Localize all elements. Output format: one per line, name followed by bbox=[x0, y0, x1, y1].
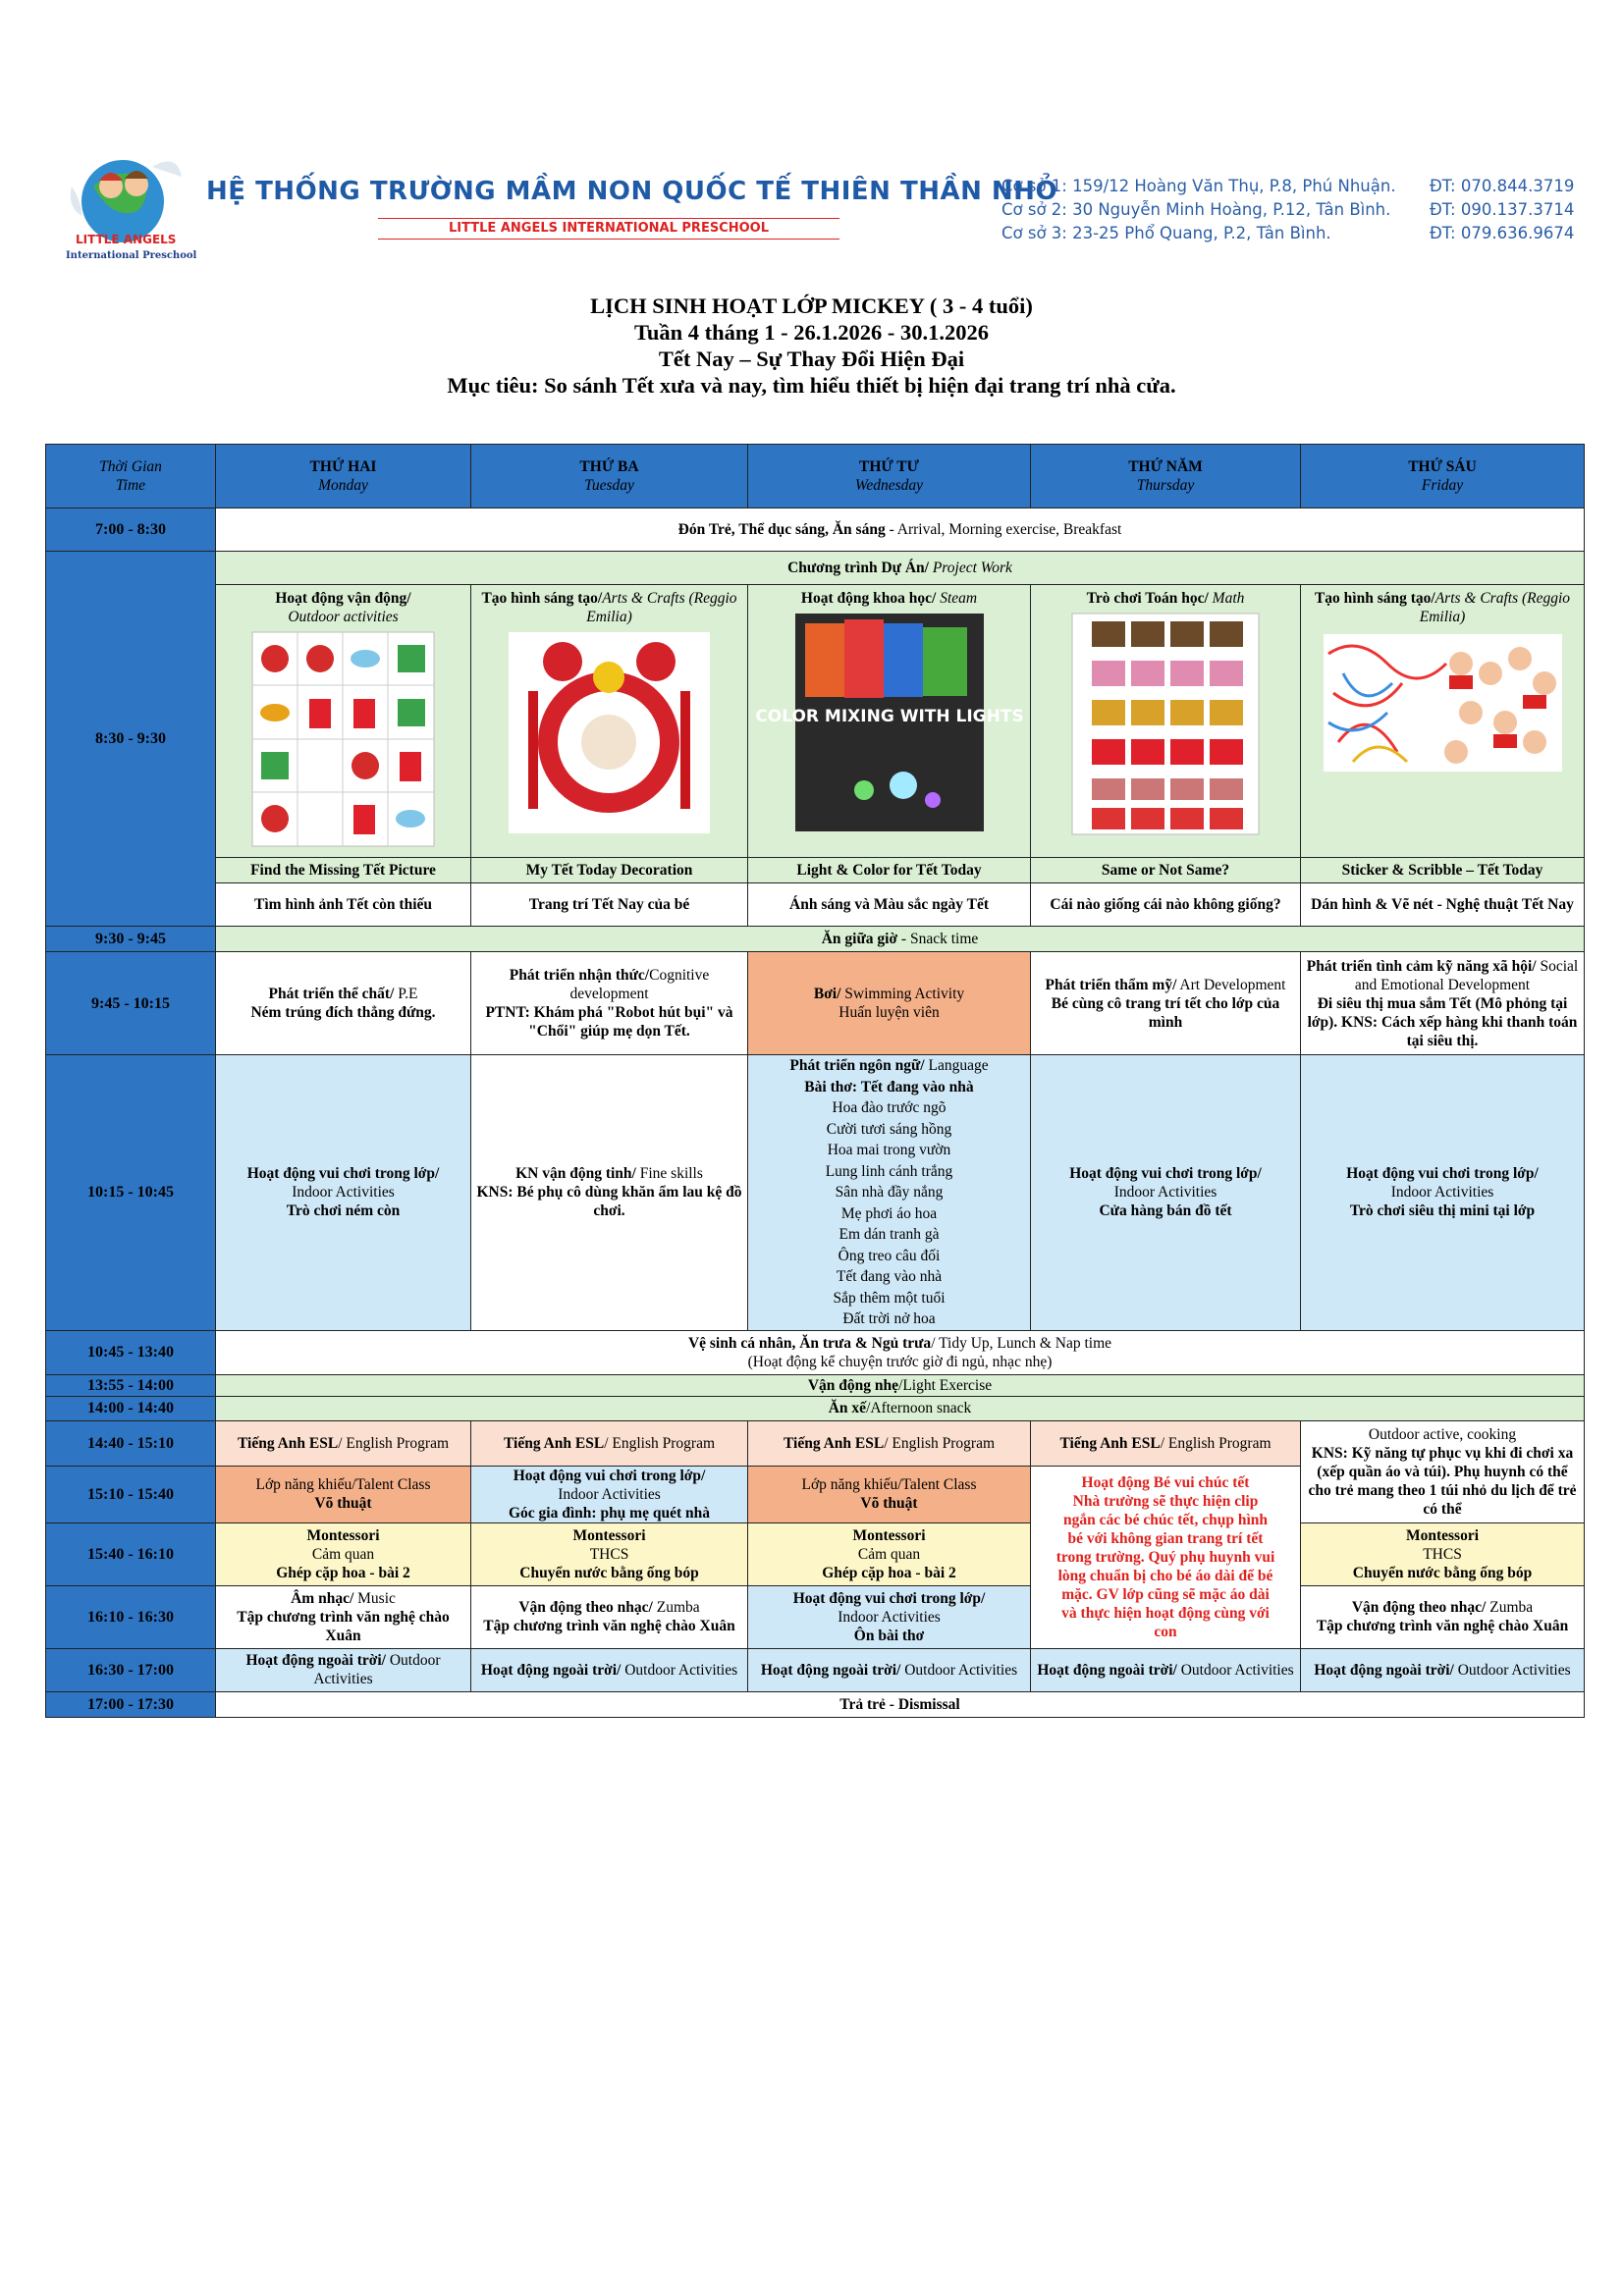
table-row bbox=[46, 1691, 1585, 1717]
snack-cell: Ăn giữa giờ - Snack time bbox=[216, 927, 1585, 952]
week-range: Tuần 4 tháng 1 - 26.1.2026 - 30.1.2026 bbox=[633, 320, 990, 345]
time-cell: 13:55 - 14:00 bbox=[46, 1374, 216, 1396]
week-goal: Mục tiêu: So sánh Tết xưa và nay, tìm hiểu thiết bị hiện đại trang trí nhà cửa. bbox=[447, 373, 1176, 398]
time-cell: 16:30 - 17:00 bbox=[46, 1648, 216, 1691]
activity-cell: Montessori Cảm quan Ghép cặp hoa - bài 2 bbox=[748, 1522, 1031, 1585]
caption-vi: Cái nào giống cái nào không giống? bbox=[1031, 883, 1301, 927]
project-cell-friday: Tạo hình sáng tạo/Arts & Crafts (Reggio Emilia) bbox=[1301, 585, 1585, 858]
svg-text:COLOR MIXING WITH LIGHTS: COLOR MIXING WITH LIGHTS bbox=[754, 707, 1024, 726]
time-cell: 10:45 - 13:40 bbox=[46, 1330, 216, 1374]
caption-en: My Tết Today Decoration bbox=[471, 858, 748, 883]
header-monday: THỨ HAI Monday bbox=[216, 445, 471, 508]
thursday-event-cell: Hoạt động Bé vui chúc tết Nhà trường sẽ thực hiện clip ngắn các bé chúc tết, chụp hình bé với không gian trang trí tết trong trường. Quý phụ huynh vui lòng chuẩn bị cho bé áo dài để bé mặc. GV lớp cũng sẽ mặc áo dài và thực hiện hoạt động cùng với con bbox=[1031, 1466, 1301, 1648]
caption-en: Sticker & Scribble – Tết Today bbox=[1301, 858, 1585, 883]
header-thursday: THỨ NĂM Thursday bbox=[1031, 445, 1301, 508]
activity-cell: Outdoor active, cooking KNS: Kỹ năng tự phục vụ khi đi chơi xa (xếp quần áo và túi). Phụ huynh có thể cho trẻ mang theo 1 túi nhỏ du lịch để trẻ có thể bbox=[1301, 1420, 1585, 1522]
project-cell-wednesday: Hoạt động khoa học/ Steam COLOR MIXING WITH LIGHTS bbox=[748, 585, 1031, 858]
activity-cell: Lớp năng khiếu/Talent Class Võ thuật bbox=[748, 1466, 1031, 1522]
header-time: Thời Gian Time bbox=[46, 445, 216, 508]
activity-cell: Vận động theo nhạc/ Zumba Tập chương trình văn nghệ chào Xuân bbox=[471, 1585, 748, 1648]
same-or-not-same-worksheet-image bbox=[1072, 614, 1259, 834]
activity-cell: Phát triển thẩm mỹ/ Art Development Bé cùng cô trang trí tết cho lớp của mình bbox=[1031, 952, 1301, 1055]
table-row bbox=[46, 1330, 1585, 1374]
table-row bbox=[46, 952, 1585, 1055]
table-row bbox=[46, 858, 1585, 883]
table-header-row bbox=[46, 445, 1585, 508]
activity-cell: Hoạt động ngoài trời/ Outdoor Activities bbox=[1031, 1648, 1301, 1691]
table-row bbox=[46, 1374, 1585, 1396]
sticker-scribble-image bbox=[1324, 634, 1562, 772]
activity-cell: Phát triển nhận thức/Cognitive development PTNT: Khám phá "Robot hút bụi" và "Chổi" giúp mẹ dọn Tết. bbox=[471, 952, 748, 1055]
contact-row: Cơ sở 2: 30 Nguyễn Minh Hoàng, P.12, Tân Bình. ĐT: 090.137.3714 bbox=[1001, 200, 1575, 219]
time-cell: 17:00 - 17:30 bbox=[46, 1691, 216, 1717]
table-row bbox=[46, 1585, 1585, 1648]
caption-vi: Dán hình & Vẽ nét - Nghệ thuật Tết Nay bbox=[1301, 883, 1585, 927]
activity-cell: Phát triển tình cảm kỹ năng xã hội/ Social and Emotional Development Đi siêu thị mua sắm Tết (Mô phỏng tại lớp). KNS: Cách xếp hàng khi thanh toán tại siêu thị. bbox=[1301, 952, 1585, 1055]
activity-cell: Bơi/ Swimming Activity Huấn luyện viên bbox=[748, 952, 1031, 1055]
table-row bbox=[46, 1420, 1585, 1466]
time-cell: 7:00 - 8:30 bbox=[46, 508, 216, 552]
dismissal-cell: Trả trẻ - Dismissal bbox=[216, 1691, 1585, 1717]
time-cell: 9:30 - 9:45 bbox=[46, 927, 216, 952]
poem: Hoa đào trước ngõ Cười tươi sáng hồng Hoa mai trong vườn Lung linh cánh trắng Sân nhà đầy nắng Mẹ phơi áo hoa Em dán tranh gà Ông treo câu đối Tết đang vào nhà Sắp thêm một tuổi Đất trời nở hoa bbox=[825, 1099, 953, 1327]
school-header bbox=[64, 147, 1586, 265]
arrival-cell: Đón Trẻ, Thể dục sáng, Ăn sáng - Arrival, Morning exercise, Breakfast bbox=[216, 508, 1585, 552]
table-row bbox=[46, 1055, 1585, 1331]
color-mixing-lights-image bbox=[754, 614, 1024, 831]
activity-cell: Phát triển ngôn ngữ/ Language Bài thơ: Tết đang vào nhà Hoa đào trước ngõ Cười tươi sáng hồng Hoa mai trong vườn Lung linh cánh trắng Sân nhà đầy nắng Mẹ phơi áo hoa Em dán tranh gà Ông treo câu đối Tết đang vào nhà Sắp thêm một tuổi Đất trời nở hoa bbox=[748, 1055, 1031, 1331]
little-angels-logo bbox=[64, 147, 201, 263]
lunch-cell: Vệ sinh cá nhân, Ăn trưa & Ngủ trưa/ Tidy Up, Lunch & Nap time (Hoạt động kể chuyện trước giờ đi ngủ, nhạc nhẹ) bbox=[216, 1330, 1585, 1374]
activity-cell: Lớp năng khiếu/Talent Class Võ thuật bbox=[216, 1466, 471, 1522]
time-cell: 14:00 - 14:40 bbox=[46, 1396, 216, 1420]
time-cell: 16:10 - 16:30 bbox=[46, 1585, 216, 1648]
caption-vi: Ánh sáng và Màu sắc ngày Tết bbox=[748, 883, 1031, 927]
tet-decoration-image bbox=[509, 632, 710, 833]
time-cell: 15:10 - 15:40 bbox=[46, 1466, 216, 1522]
activity-cell: Hoạt động ngoài trời/ Outdoor Activities bbox=[1301, 1648, 1585, 1691]
header-wednesday: THỨ TƯ Wednesday bbox=[748, 445, 1031, 508]
activity-cell: Tiếng Anh ESL/ English Program bbox=[1031, 1420, 1301, 1466]
school-contacts bbox=[1001, 175, 1574, 245]
activity-cell: Vận động theo nhạc/ Zumba Tập chương trình văn nghệ chào Xuân bbox=[1301, 1585, 1585, 1648]
light-exercise-cell: Vận động nhẹ/Light Exercise bbox=[216, 1374, 1585, 1396]
caption-en: Find the Missing Tết Picture bbox=[216, 858, 471, 883]
activity-cell: Montessori Cảm quan Ghép cặp hoa - bài 2 bbox=[216, 1522, 471, 1585]
time-cell: 9:45 - 10:15 bbox=[46, 952, 216, 1055]
table-row bbox=[46, 1396, 1585, 1420]
time-cell: 10:15 - 10:45 bbox=[46, 1055, 216, 1331]
caption-en: Light & Color for Tết Today bbox=[748, 858, 1031, 883]
time-cell: 14:40 - 15:10 bbox=[46, 1420, 216, 1466]
activity-cell: Tiếng Anh ESL/ English Program bbox=[216, 1420, 471, 1466]
activity-cell: KN vận động tinh/ Fine skills KNS: Bé phụ cô dùng khăn ẩm lau kệ đồ chơi. bbox=[471, 1055, 748, 1331]
schedule-titles bbox=[0, 293, 1623, 399]
school-name: HỆ THỐNG TRƯỜNG MẦM NON QUỐC TẾ THIÊN THẦN NHỎ bbox=[206, 177, 1058, 206]
activity-cell: Hoạt động ngoài trời/ Outdoor Activities bbox=[471, 1648, 748, 1691]
activity-cell: Montessori THCS Chuyển nước bằng ống bóp bbox=[1301, 1522, 1585, 1585]
project-cell-thursday: Trò chơi Toán học/ Math bbox=[1031, 585, 1301, 858]
activity-cell: Tiếng Anh ESL/ English Program bbox=[748, 1420, 1031, 1466]
afternoon-snack-cell: Ăn xế/Afternoon snack bbox=[216, 1396, 1585, 1420]
project-cell-tuesday: Tạo hình sáng tạo/Arts & Crafts (Reggio Emilia) bbox=[471, 585, 748, 858]
header-friday: THỨ SÁU Friday bbox=[1301, 445, 1585, 508]
schedule-table bbox=[45, 444, 1585, 1718]
activity-cell: Hoạt động vui chơi trong lớp/ Indoor Activities Ôn bài thơ bbox=[748, 1585, 1031, 1648]
project-title: Chương trình Dự Án/ Project Work bbox=[216, 552, 1585, 585]
caption-en: Same or Not Same? bbox=[1031, 858, 1301, 883]
time-cell: 15:40 - 16:10 bbox=[46, 1522, 216, 1585]
table-row bbox=[46, 927, 1585, 952]
activity-cell: Hoạt động vui chơi trong lớp/ Indoor Activities Trò chơi siêu thị mini tại lớp bbox=[1301, 1055, 1585, 1331]
schedule-title: LỊCH SINH HOẠT LỚP MICKEY ( 3 - 4 tuổi) bbox=[590, 294, 1033, 318]
table-row bbox=[46, 883, 1585, 927]
contact-row: Cơ sở 3: 23-25 Phổ Quang, P.2, Tân Bình. ĐT: 079.636.9674 bbox=[1001, 224, 1575, 242]
table-row bbox=[46, 1522, 1585, 1585]
school-name-en: LITTLE ANGELS INTERNATIONAL PRESCHOOL bbox=[378, 218, 839, 240]
activity-cell: Âm nhạc/ Music Tập chương trình văn nghệ chào Xuân bbox=[216, 1585, 471, 1648]
activity-cell: Phát triển thể chất/ P.E Ném trúng đích thẳng đứng. bbox=[216, 952, 471, 1055]
caption-vi: Trang trí Tết Nay của bé bbox=[471, 883, 748, 927]
week-theme: Tết Nay – Sự Thay Đổi Hiện Đại bbox=[658, 347, 965, 371]
table-row bbox=[46, 508, 1585, 552]
table-row bbox=[46, 1648, 1585, 1691]
activity-cell: Tiếng Anh ESL/ English Program bbox=[471, 1420, 748, 1466]
activity-cell: Hoạt động ngoài trời/ Outdoor Activities bbox=[748, 1648, 1031, 1691]
svg-text:International Preschool: International Preschool bbox=[66, 250, 197, 261]
header-tuesday: THỨ BA Tuesday bbox=[471, 445, 748, 508]
activity-cell: Hoạt động vui chơi trong lớp/ Indoor Activities Trò chơi ném còn bbox=[216, 1055, 471, 1331]
caption-vi: Tìm hình ảnh Tết còn thiếu bbox=[216, 883, 471, 927]
table-row bbox=[46, 585, 1585, 858]
project-cell-monday: Hoạt động vận động/ Outdoor activities bbox=[216, 585, 471, 858]
activity-cell: Hoạt động vui chơi trong lớp/ Indoor Activities Góc gia đình: phụ mẹ quét nhà bbox=[471, 1466, 748, 1522]
activity-cell: Hoạt động vui chơi trong lớp/ Indoor Activities Cửa hàng bán đồ tết bbox=[1031, 1055, 1301, 1331]
table-row bbox=[46, 552, 1585, 585]
contact-row: Cơ sở 1: 159/12 Hoàng Văn Thụ, P.8, Phú Nhuận. ĐT: 070.844.3719 bbox=[1001, 177, 1575, 195]
svg-text:LITTLE ANGELS: LITTLE ANGELS bbox=[76, 233, 177, 246]
missing-picture-grid-image bbox=[252, 632, 434, 846]
activity-cell: Montessori THCS Chuyển nước bằng ống bóp bbox=[471, 1522, 748, 1585]
activity-cell: Hoạt động ngoài trời/ Outdoor Activities bbox=[216, 1648, 471, 1691]
time-cell: 8:30 - 9:30 bbox=[46, 552, 216, 927]
